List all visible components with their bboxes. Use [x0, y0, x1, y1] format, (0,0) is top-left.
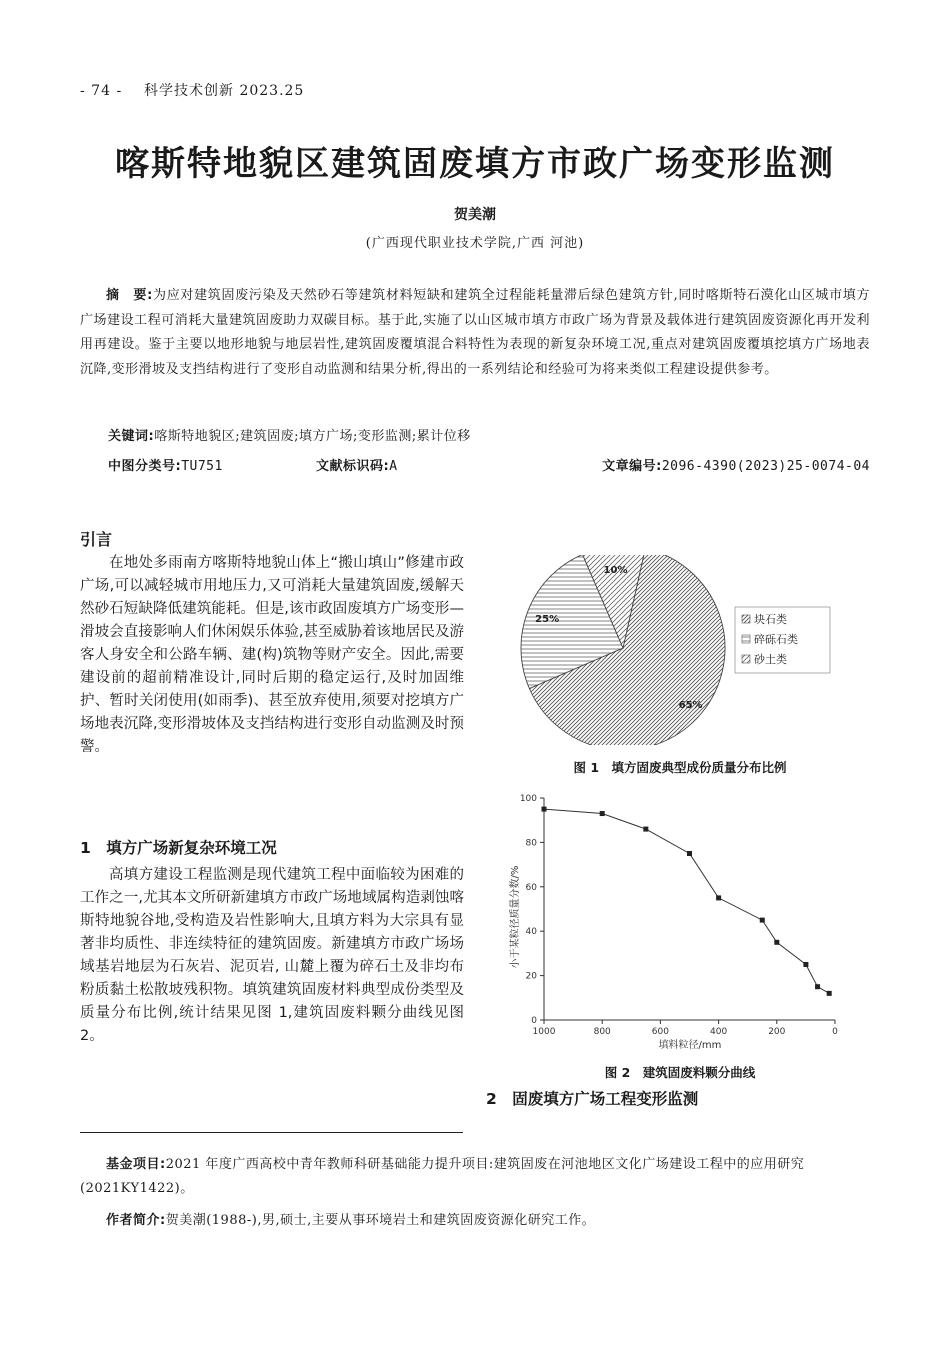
x-tick-label: 400	[710, 1027, 728, 1037]
y-tick-label: 100	[519, 794, 537, 804]
data-point-9	[827, 991, 832, 996]
figure1-pie-chart	[520, 555, 850, 745]
running-head	[80, 80, 304, 100]
data-point-3	[687, 851, 692, 856]
clc-value: TU751	[181, 459, 223, 474]
data-point-8	[815, 984, 820, 989]
intro-paragraph: 在地处多雨南方喀斯特地貌山体上“搬山填山”修建市政广场,可以减轻城市用地压力,又可消耗大量建筑固废,缓解天然砂石短缺降低建筑能耗。但是,该市政固废填方广场变形—滑坡会直接影响人们休闲娱乐体验,甚至威胁着该地居民及游客人身安全和公路车辆、建(构)筑物等财产安全。因此,需要建设前的超前精准设计,同时后期的稳定运行,及时加固维护、暂时关闭使用(如雨季)、甚至放弃使用,须要对挖填方广场地表沉降,变形滑坡体及支挡结构进行变形自动监测及时预警。	[80, 555, 464, 755]
journal-name: 科学技术创新 2023.25	[144, 83, 305, 99]
legend-swatch-sandy-soil	[742, 655, 750, 663]
keywords-label: 关键词:	[108, 429, 155, 444]
section1-heading: 1 填方广场新复杂环境工况	[80, 839, 277, 857]
x-tick-label: 0	[832, 1027, 838, 1037]
abstract-label: 摘 要:	[106, 288, 153, 303]
pie-label-1: 25%	[535, 613, 560, 625]
data-point-0	[542, 807, 547, 812]
legend-label-block-stone: 块石类	[754, 613, 787, 626]
author-name: 贺美潮	[454, 207, 496, 223]
abstract	[80, 284, 870, 382]
data-point-6	[774, 940, 779, 945]
article-no-label: 文章编号:	[602, 459, 662, 474]
data-point-4	[716, 895, 721, 900]
y-tick-label: 20	[525, 971, 537, 982]
doc-code-label: 文献标识码:	[316, 459, 390, 474]
article-title: 喀斯特地貌区建筑固废填方市政广场变形监测	[115, 144, 835, 184]
data-point-7	[803, 962, 808, 967]
legend-label-sandy-soil: 砂土类	[754, 653, 787, 666]
funding-text: 2021 年度广西高校中青年教师科研基础能力提升项目:建筑固废在河池地区文化广场建设工程中的应用研究(2021KY1422)。	[80, 1157, 805, 1196]
article-no-value: 2096-4390(2023)25-0074-04	[661, 459, 870, 474]
section2-heading: 2 固废填方广场工程变形监测	[486, 1090, 699, 1108]
bio-text: 贺美潮(1988-),男,硕士,主要从事环境岩土和建筑固废资源化研究工作。	[165, 1213, 596, 1228]
y-tick-label: 80	[525, 838, 537, 849]
line-axes	[520, 794, 838, 1037]
pie-slices	[521, 555, 725, 745]
y-tick-label: 0	[531, 1016, 537, 1026]
keywords	[80, 425, 898, 444]
bio-label: 作者简介:	[106, 1213, 166, 1228]
clc-number	[108, 455, 223, 474]
author-affiliation: (广西现代职业技术学院,广西 河池)	[365, 236, 585, 251]
page-number: - 74 -	[80, 83, 123, 99]
abstract-text: 为应对建筑固废污染及天然砂石等建筑材料短缺和建筑全过程能耗量滞后绿色建筑方针,同时喀斯特石漠化山区城市填方广场建设工程可消耗大量建筑固废助力双碳目标。基于此,实施了以山区城市填方市政广场为背景及载体进行建筑固废资源化再开发利用再建设。鉴于主要以地形地貌与地层岩性,建筑固废覆填混合料特性为表现的新复杂环境工况,重点对建筑固废覆填挖填方广场地表沉降,变形滑坡及支挡结构进行了变形自动监测和结果分析,得出的一系列结论和经验可为将来类似工程建设提供参考。	[80, 288, 870, 377]
author-bio	[80, 1209, 870, 1233]
article-number	[602, 455, 870, 474]
intro-heading: 引言	[80, 530, 113, 549]
figure2-line-chart	[500, 790, 855, 1058]
data-point-5	[760, 918, 765, 923]
funding-note	[80, 1153, 870, 1201]
pie-label-0: 65%	[678, 699, 703, 711]
figure2-caption: 图 2 建筑固废料颗分曲线	[604, 1065, 756, 1080]
doc-code-value: A	[389, 459, 398, 474]
footnote-divider	[80, 1132, 463, 1133]
figure1-caption: 图 1 填方固废典型成份质量分布比例	[573, 760, 787, 775]
keywords-text: 喀斯特地貌区;建筑固废;填方广场;变形监测;累计位移	[154, 429, 471, 444]
legend-label-gravel: 碎砾石类	[754, 633, 798, 646]
document-code	[316, 455, 398, 474]
clc-label: 中图分类号:	[108, 459, 182, 474]
legend-swatch-block-stone	[742, 615, 750, 623]
legend-swatch-gravel	[742, 635, 750, 643]
data-point-1	[600, 811, 605, 816]
x-tick-label: 1000	[532, 1027, 556, 1037]
y-tick-label: 60	[525, 882, 537, 893]
pie-label-2: 10%	[603, 564, 628, 576]
y-tick-label: 40	[525, 927, 537, 938]
line-y-label: 小于某粒径质量分数/%	[510, 865, 521, 969]
funding-label: 基金项目:	[106, 1157, 166, 1172]
line-series	[542, 807, 832, 996]
line-x-label: 填料粒径/mm	[658, 1040, 722, 1051]
x-tick-label: 800	[593, 1027, 611, 1037]
section1-paragraph: 高填方建设工程监测是现代建筑工程中面临较为困难的工作之一,尤其本文所研新建填方市政广场地域属构造剥蚀喀斯特地貌谷地,受构造及岩性影响大,且填方料为大宗具有显著非均质性、非连续特征的建筑固废。新建填方市政广场场域基岩地层为石灰岩、泥页岩, 山麓上覆为碎石土及非均布粉质黏土松散坡残积物。填筑建筑固废材料典型成份类型及质量分布比例,统计结果见图 1,建筑固废料颗分曲线见图 2。	[80, 867, 464, 1044]
pie-legend	[735, 607, 830, 673]
x-tick-label: 200	[768, 1027, 786, 1037]
x-tick-label: 600	[651, 1027, 669, 1037]
data-point-2	[643, 827, 648, 832]
gradation-curve	[544, 809, 829, 993]
